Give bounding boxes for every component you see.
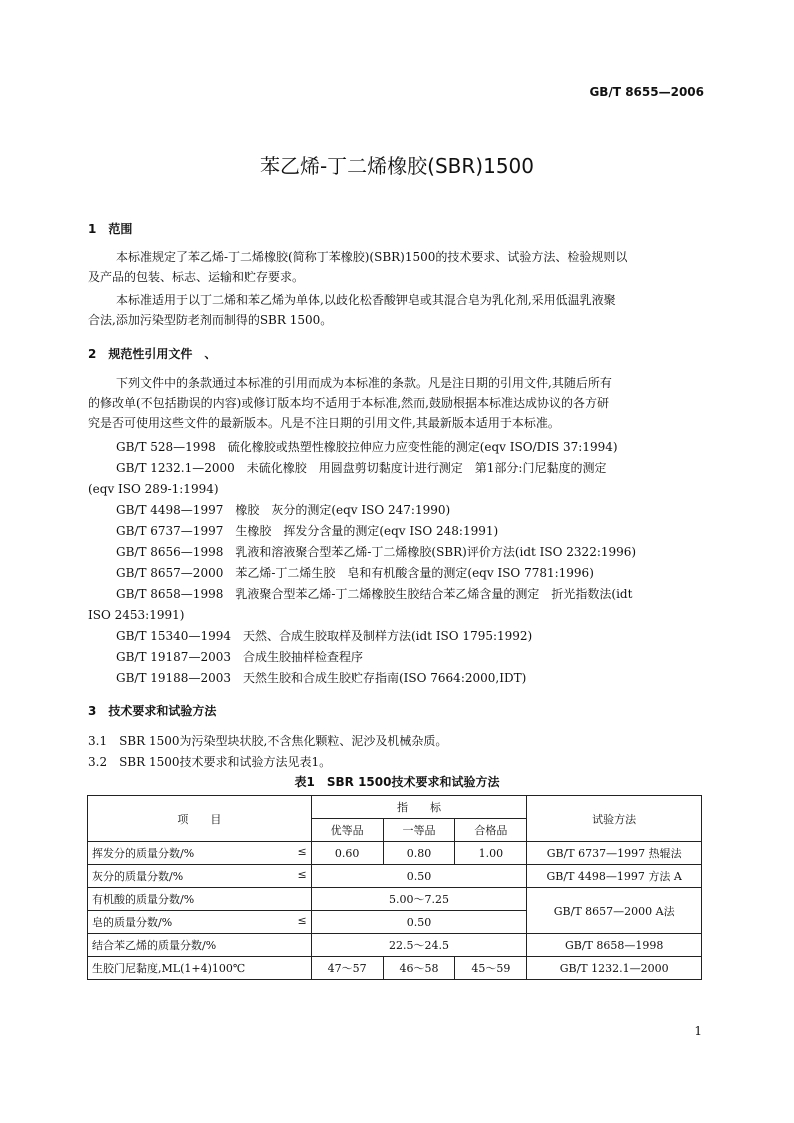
ref-gbt-8658-cont: ISO 2453:1991) [88, 608, 185, 622]
header-method: 试验方法 [527, 796, 702, 842]
row-value: 47～57 [311, 957, 383, 980]
section-1-paragraph-2: 本标准适用于以丁二烯和苯乙烯为单体,以歧化松香酸钾皂或其混合皂为乳化剂,采用低温乳液聚 合法,添加污染型防老剂而制得的SBR 1500。 [88, 293, 616, 327]
table-row [88, 842, 702, 865]
document-code: GB/T 8655—2006 [589, 85, 704, 99]
row-value: 5.00～7.25 [311, 888, 527, 911]
grade-superior: 优等品 [311, 819, 383, 842]
grade-first: 一等品 [383, 819, 455, 842]
row-item: 有机酸的质量分数/% [88, 888, 312, 911]
ref-gbt-15340: GB/T 15340—1994 天然、合成生胶取样及制样方法(idt ISO 1795:1992) [116, 629, 533, 643]
row-value: 0.60 [311, 842, 383, 865]
section-1-heading: 1 范围 [88, 222, 133, 236]
ref-gbt-1232-cont: (eqv ISO 289-1:1994) [88, 482, 219, 496]
ref-gbt-8657: GB/T 8657—2000 苯乙烯-丁二烯生胶 皂和有机酸含量的测定(eqv ISO 7781:1996) [116, 566, 594, 580]
row-item: 皂的质量分数/% ≤ [88, 911, 312, 934]
row-method: GB/T 1232.1—2000 [527, 957, 702, 980]
section-1-paragraph-1: 本标准规定了苯乙烯-丁二烯橡胶(简称丁苯橡胶)(SBR)1500的技术要求、试验方法、检验规则以 及产品的包装、标志、运输和贮存要求。 [88, 250, 628, 284]
table-row [88, 865, 702, 888]
row-value: 22.5～24.5 [311, 934, 527, 957]
page-number: 1 [694, 1024, 702, 1038]
ref-gbt-19187: GB/T 19187—2003 合成生胶抽样检查程序 [116, 650, 363, 664]
ref-gbt-19188: GB/T 19188—2003 天然生胶和合成生胶贮存指南(ISO 7664:2000,IDT) [116, 671, 527, 685]
row-value: 0.80 [383, 842, 455, 865]
ref-gbt-6737: GB/T 6737—1997 生橡胶 挥发分含量的测定(eqv ISO 248:1991) [116, 524, 499, 538]
row-item: 结合苯乙烯的质量分数/% [88, 934, 312, 957]
spec-table [87, 795, 702, 980]
table-caption: 表1 SBR 1500技术要求和试验方法 [294, 775, 500, 789]
header-index: 指 标 [311, 796, 527, 819]
ref-gbt-8656: GB/T 8656—1998 乳液和溶液聚合型苯乙烯-丁二烯橡胶(SBR)评价方法(idt ISO 2322:1996) [116, 545, 637, 559]
row-method: GB/T 8657—2000 A法 [527, 888, 702, 934]
row-value: 1.00 [455, 842, 527, 865]
row-value: 46～58 [383, 957, 455, 980]
header-item: 项 目 [88, 796, 312, 842]
ref-gbt-4498: GB/T 4498—1997 橡胶 灰分的测定(eqv ISO 247:1990) [116, 503, 451, 517]
table-row [88, 934, 702, 957]
section-2-heading: 2 规范性引用文件 、 [88, 347, 217, 361]
section-3-heading: 3 技术要求和试验方法 [88, 704, 217, 718]
ref-gbt-528: GB/T 528—1998 硫化橡胶或热塑性橡胶拉伸应力应变性能的测定(eqv ISO/DIS 37:1994) [116, 440, 618, 454]
row-item: 挥发分的质量分数/% ≤ [88, 842, 312, 865]
row-value: 0.50 [311, 865, 527, 888]
row-value: 45～59 [455, 957, 527, 980]
table-row [88, 888, 702, 911]
page-title: 苯乙烯-丁二烯橡胶(SBR)1500 [259, 154, 535, 178]
ref-gbt-8658: GB/T 8658—1998 乳液聚合型苯乙烯-丁二烯橡胶生胶结合苯乙烯含量的测定 折光指数法(idt [116, 587, 633, 601]
table-row [88, 957, 702, 980]
table-header-row [88, 796, 702, 819]
row-method: GB/T 4498—1997 方法 A [527, 865, 702, 888]
grade-qualified: 合格品 [455, 819, 527, 842]
clause-3-1: 3.1 SBR 1500为污染型块状胶,不含焦化颗粒、泥沙及机械杂质。 [88, 734, 448, 748]
section-2-paragraph: 下列文件中的条款通过本标准的引用而成为本标准的条款。凡是注日期的引用文件,其随后所有 的修改单(不包括勘误的内容)或修订版本均不适用于本标准,然而,鼓励根据本标准达成协议的各方研 究是否可使用这些文件的最新版本。凡是不注日期的引用文件,其最新版本适用于本标准。 [88, 376, 612, 430]
row-value: 0.50 [311, 911, 527, 934]
row-method: GB/T 8658—1998 [527, 934, 702, 957]
clause-3-2: 3.2 SBR 1500技术要求和试验方法见表1。 [88, 755, 332, 769]
row-item: 生胶门尼黏度,ML(1+4)100℃ [88, 957, 312, 980]
ref-gbt-1232: GB/T 1232.1—2000 未硫化橡胶 用圆盘剪切黏度计进行测定 第1部分:门尼黏度的测定 [116, 461, 607, 475]
row-item: 灰分的质量分数/% ≤ [88, 865, 312, 888]
row-method: GB/T 6737—1997 热辊法 [527, 842, 702, 865]
